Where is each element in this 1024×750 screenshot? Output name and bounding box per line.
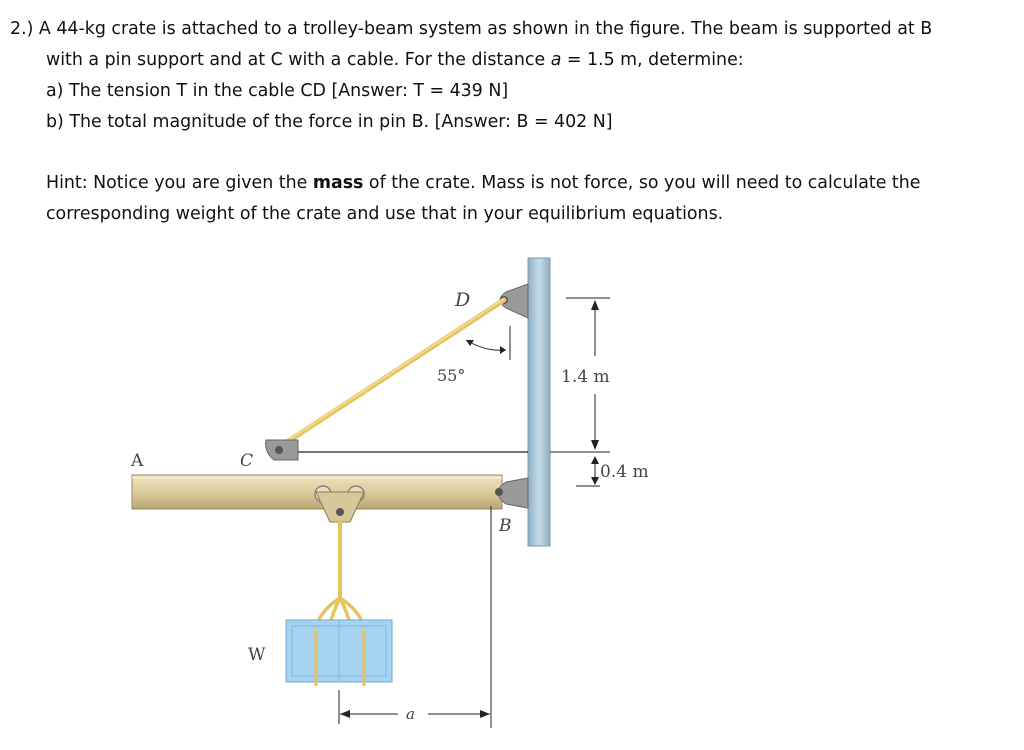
dim-a-arrow-right	[480, 710, 490, 718]
hint-bold: mass	[312, 173, 364, 193]
problem-text-2b: = 1.5 m, determine:	[561, 50, 744, 70]
hint-post: of the crate. Mass is not force, so you will need to calculate the	[363, 173, 921, 193]
problem-text-1: A 44-kg crate is attached to a trolley-beam system as shown in the figure. The beam is supported at B	[38, 19, 933, 39]
wall	[528, 258, 550, 546]
dim-0-4-arrow-top	[591, 456, 599, 464]
label-angle: 55°	[437, 366, 466, 385]
part-a: a) The tension T in the cable CD [Answer: T = 439 N]	[46, 81, 509, 101]
dim-1-4-arrow-top	[591, 300, 599, 310]
dim-a-arrow-left	[340, 710, 350, 718]
label-b: B	[499, 516, 512, 536]
label-d: D	[455, 289, 471, 311]
hint-line-2: corresponding weight of the crate and use that in your equilibrium equations.	[46, 204, 724, 224]
problem-text-2a: with a pin support and at C with a cable. For the distance	[46, 50, 551, 70]
dim-0-4-arrow-bottom	[591, 477, 599, 485]
label-w: W	[248, 645, 266, 665]
label-0-4m: 0.4 m	[600, 462, 649, 482]
label-dist-a: a	[406, 705, 415, 723]
hint-pre: Hint: Notice you are given the	[46, 173, 313, 193]
cable-cd-highlight	[278, 299, 504, 447]
crate	[286, 620, 392, 682]
label-c: C	[240, 451, 254, 471]
cable-cd	[278, 300, 504, 448]
part-b: b) The total magnitude of the force in pin B. [Answer: B = 402 N]	[46, 112, 613, 132]
variable-a: a	[550, 50, 562, 70]
label-a: A	[131, 451, 144, 471]
bracket-c	[266, 440, 298, 460]
angle-arrowhead-left	[466, 340, 474, 346]
problem-number: 2.)	[10, 19, 34, 39]
dim-1-4-arrow-bottom	[591, 440, 599, 450]
angle-arrowhead-right	[500, 346, 506, 354]
label-1-4m: 1.4 m	[561, 367, 610, 387]
